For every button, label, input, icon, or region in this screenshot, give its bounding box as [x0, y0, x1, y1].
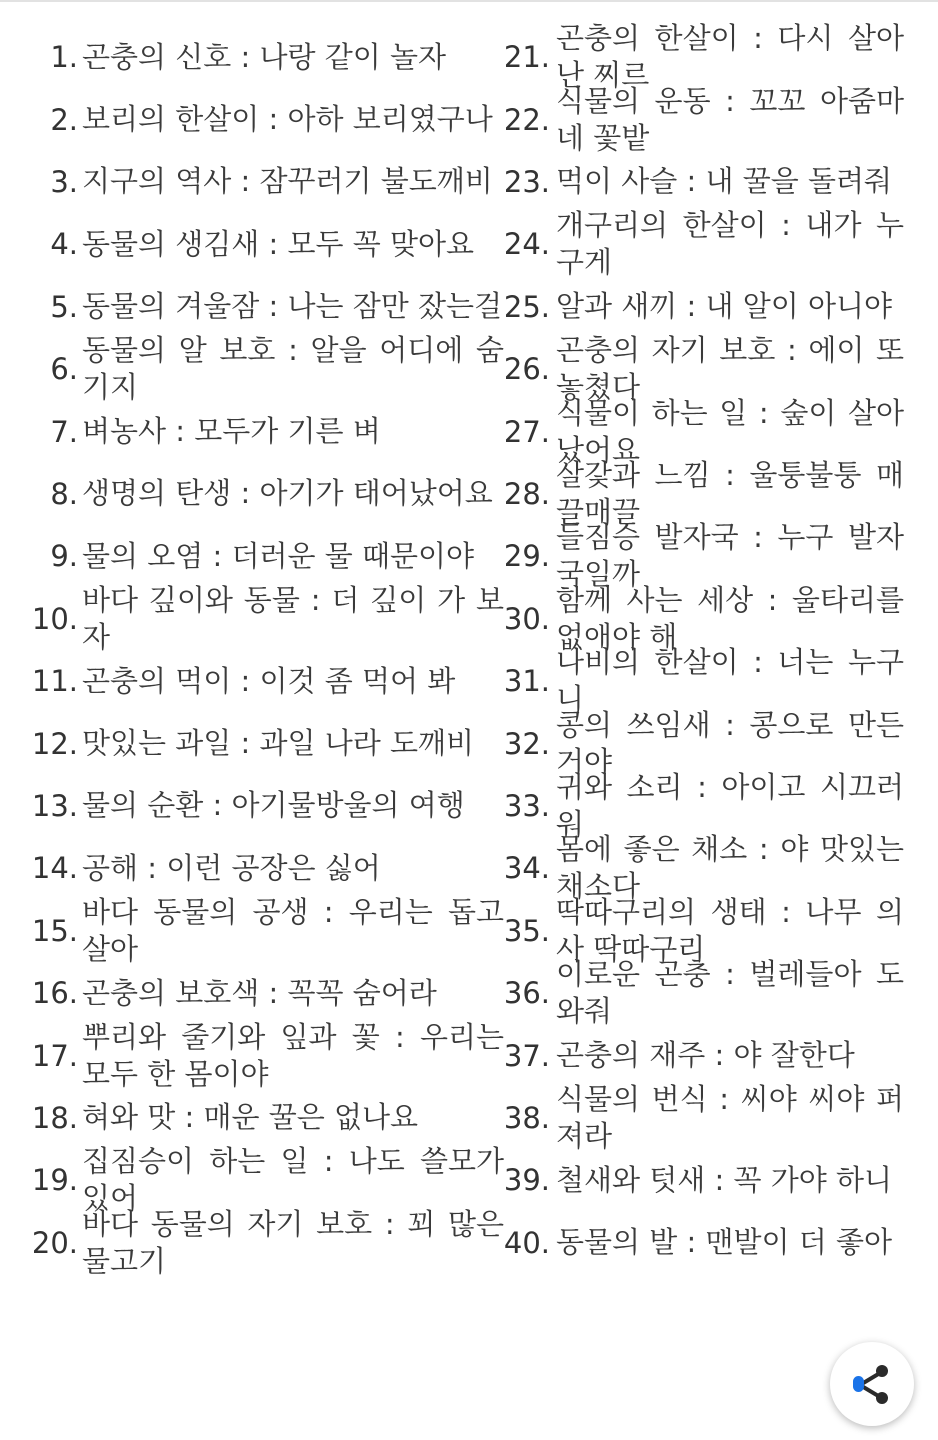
list-item-title: 곤충의 먹이 : 이것 좀 먹어 봐 — [82, 663, 456, 698]
list-item-title: 개구리의 한살이 : 내가 누구게 — [556, 208, 904, 280]
list-item-title: 뿌리와 줄기와 잎과 꽃 : 우리는 모두 한 몸이야 — [82, 1019, 504, 1091]
list-item-number: 4. — [50, 227, 78, 262]
list-item-title: 몸에 좋은 채소 : 야 맛있는 채소다 — [556, 832, 904, 904]
list-item-number: 25. — [503, 289, 550, 324]
list-item-title: 나비의 한살이 : 너는 누구니 — [556, 645, 904, 717]
list-item — [0, 582, 904, 654]
list-item-title: 철새와 텃새 : 꼭 가야 하니 — [556, 1162, 893, 1197]
list-item — [0, 1082, 904, 1153]
list-item — [0, 1212, 904, 1274]
list-item-number: 18. — [31, 1100, 78, 1135]
list-item-number: 33. — [503, 788, 550, 823]
list-item-number: 1. — [50, 40, 78, 75]
list-item-title: 함께 사는 세상 : 울타리를 없애야 해 — [556, 582, 904, 654]
share-button[interactable] — [830, 1342, 914, 1426]
list-item-number: 7. — [50, 414, 78, 449]
list-item-title: 지구의 역사 : 잠꾸러기 불도깨비 — [82, 164, 493, 199]
list-item-number: 28. — [503, 476, 550, 511]
list-item — [0, 151, 904, 213]
list-item-title: 생명의 탄생 : 아기가 태어났어요 — [82, 476, 493, 511]
list-item-number: 30. — [503, 601, 550, 636]
list-item — [0, 957, 904, 1029]
list-item-title: 딱따구리의 생태 : 나무 의사 딱따구리 — [556, 894, 904, 966]
list-item-title: 곤충의 신호 : 나랑 같이 놀자 — [82, 39, 447, 74]
list-item-title: 살갗과 느낌 : 울퉁불퉁 매끌매끌 — [556, 458, 904, 529]
list-item-number: 27. — [503, 414, 550, 449]
list-item — [0, 395, 904, 467]
list-item — [0, 83, 904, 155]
list-item — [0, 458, 904, 529]
list-item-title: 동물의 발 : 맨발이 더 좋아 — [556, 1225, 893, 1260]
list-item — [0, 333, 904, 405]
list-item-number: 26. — [503, 352, 550, 387]
list-item-number: 13. — [31, 788, 78, 823]
list-item-title: 귀와 소리 : 아이고 시끄러워 — [556, 770, 904, 841]
list-item-number: 36. — [503, 976, 550, 1011]
list-item-number: 35. — [503, 913, 550, 948]
list-item — [0, 520, 904, 592]
list-item-number: 5. — [50, 289, 78, 324]
list-item — [0, 770, 904, 841]
list-item-title: 콩의 쓰임새 : 콩으로 만든 거야 — [556, 707, 904, 779]
list-item-title: 곤충의 재주 : 야 잘한다 — [556, 1038, 855, 1073]
list-item-title: 바다 깊이와 동물 : 더 깊이 가 보자 — [82, 582, 504, 654]
list-item-number: 3. — [50, 164, 78, 199]
list-item-title: 동물의 생김새 : 모두 꼭 맞아요 — [82, 226, 475, 261]
list-item — [0, 21, 904, 93]
list-item-number: 24. — [503, 227, 550, 262]
list-item-number: 21. — [503, 40, 550, 75]
list-item — [0, 645, 904, 717]
list-item-title: 곤충의 보호색 : 꼭꼭 숨어라 — [82, 975, 437, 1010]
list-item-title: 식물이 하는 일 : 숲이 살아났어요 — [556, 395, 904, 467]
list-item-title: 벼농사 : 모두가 기른 벼 — [82, 414, 381, 449]
list-item-number: 22. — [503, 102, 550, 137]
list-item-title: 알과 새끼 : 내 알이 아니야 — [556, 289, 893, 324]
list-item-number: 32. — [503, 726, 550, 761]
list-item-number: 29. — [503, 539, 550, 574]
list-item-title: 이로운 곤충 : 벌레들아 도와줘 — [556, 957, 904, 1029]
list-item — [0, 276, 904, 338]
share-icon — [846, 1358, 898, 1410]
list-item-title: 물의 순환 : 아기물방울의 여행 — [82, 788, 465, 823]
list-item-number: 9. — [50, 539, 78, 574]
list-item-title: 공해 : 이런 공장은 싫어 — [82, 850, 381, 885]
list-item-title: 동물의 알 보호 : 알을 어디에 숨기지 — [82, 333, 504, 405]
list-item-number: 40. — [503, 1225, 550, 1260]
list-item-number: 8. — [50, 476, 78, 511]
list-item-title: 물의 오염 : 더러운 물 때문이야 — [82, 538, 475, 573]
list-item-number: 37. — [503, 1038, 550, 1073]
list-item-number: 6. — [50, 352, 78, 387]
list-item-number: 34. — [503, 851, 550, 886]
list-item-title: 집짐승이 하는 일 : 나도 쓸모가 있어 — [82, 1144, 504, 1216]
list-item — [0, 1149, 904, 1211]
list-item-number: 10. — [31, 601, 78, 636]
list-item-number: 2. — [50, 102, 78, 137]
list-item-number: 38. — [503, 1100, 550, 1135]
list-item-number: 20. — [31, 1225, 78, 1260]
list-item-number: 23. — [503, 164, 550, 199]
list-item-number: 39. — [503, 1163, 550, 1198]
list-item-number: 31. — [503, 664, 550, 699]
list-item — [0, 894, 904, 966]
list-item-number: 17. — [31, 1038, 78, 1073]
list-item-number: 16. — [31, 976, 78, 1011]
list-item-title: 동물의 겨울잠 : 나는 잠만 잤는걸 — [82, 289, 503, 324]
list-item-title: 식물의 운동 : 꼬꼬 아줌마네 꽃밭 — [556, 83, 904, 155]
list-item-title: 맛있는 과일 : 과일 나라 도깨비 — [82, 726, 475, 761]
list-item — [0, 208, 904, 280]
list-item-title: 바다 동물의 공생 : 우리는 돕고 살아 — [82, 894, 504, 966]
list-item-title: 들짐승 발자국 : 누구 발자국일까 — [556, 520, 904, 592]
list-item — [0, 832, 904, 904]
top-divider — [0, 0, 938, 2]
list-item-number: 14. — [31, 851, 78, 886]
list-item-title: 먹이 사슬 : 내 꿀을 돌려줘 — [556, 164, 893, 199]
list-item-title: 식물의 번식 : 씨야 씨야 퍼져라 — [556, 1082, 904, 1153]
list-item-number: 12. — [31, 726, 78, 761]
list-item — [0, 1024, 904, 1086]
list-item — [0, 707, 904, 779]
list-item-number: 11. — [31, 664, 78, 699]
list-item-title: 보리의 한살이 : 아하 보리였구나 — [82, 102, 493, 137]
list-item-title: 바다 동물의 자기 보호 : 꾀 많은 물고기 — [82, 1206, 504, 1278]
list-item-number: 19. — [31, 1163, 78, 1198]
list-item-title: 혀와 맛 : 매운 꿀은 없나요 — [82, 1100, 419, 1135]
list-item-title: 곤충의 한살이 : 다시 살아난 찌르 — [556, 21, 904, 93]
list-item-number: 15. — [31, 913, 78, 948]
list-item-title: 곤충의 자기 보호 : 에이 또 놓쳤다 — [556, 333, 904, 405]
